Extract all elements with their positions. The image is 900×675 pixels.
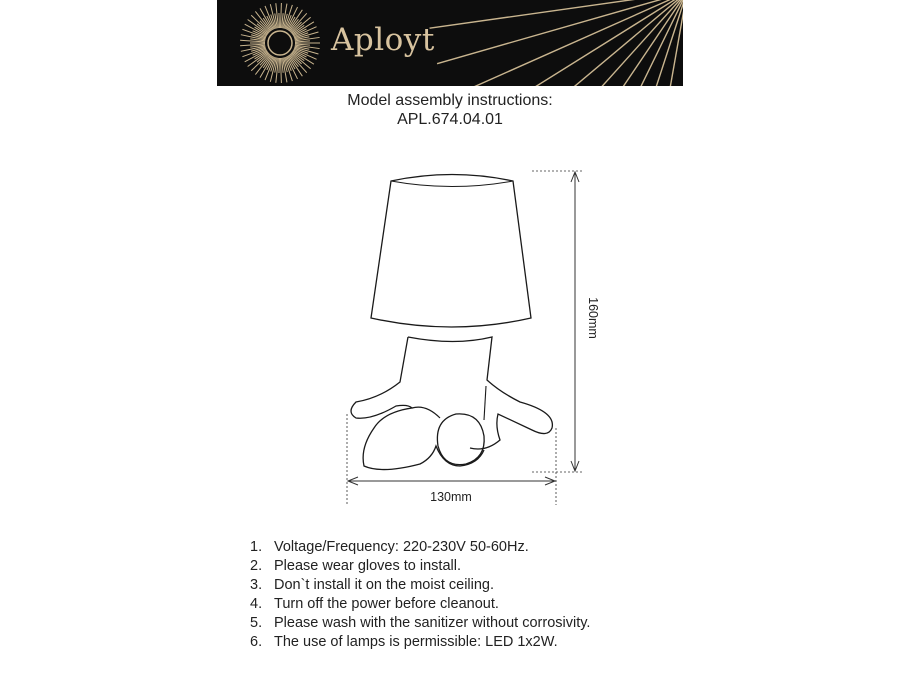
instruction-number: 2. xyxy=(250,558,263,574)
brand-logo-text: Aployt xyxy=(331,22,435,58)
lampshade-top-ellipse xyxy=(391,181,513,187)
instruction-number: 4. xyxy=(250,596,263,612)
figure-body-outline xyxy=(351,337,552,470)
page-title: Model assembly instructions: xyxy=(347,92,553,109)
instruction-item xyxy=(250,595,590,614)
instruction-text: The use of lamps is permissible: LED 1x2W. xyxy=(274,634,558,650)
lampshade-outline xyxy=(371,175,531,328)
instruction-text: Please wash with the sanitizer without corrosivity. xyxy=(274,615,591,631)
instruction-text: Turn off the power before cleanout. xyxy=(274,596,499,612)
figure-knee xyxy=(437,414,484,465)
instruction-text: Voltage/Frequency: 220-230V 50-60Hz. xyxy=(274,539,529,555)
instruction-item xyxy=(250,557,590,576)
instruction-item xyxy=(250,614,590,633)
instruction-number: 1. xyxy=(250,539,263,555)
width-label: 130mm xyxy=(430,490,472,504)
height-label: 160mm xyxy=(586,297,600,339)
instruction-item xyxy=(250,538,590,557)
instruction-text: Please wear gloves to install. xyxy=(274,558,461,574)
instruction-list xyxy=(250,538,590,652)
model-code: APL.674.04.01 xyxy=(397,111,503,128)
instruction-number: 3. xyxy=(250,577,263,593)
instruction-number: 5. xyxy=(250,615,263,631)
instruction-number: 6. xyxy=(250,634,263,650)
figure-arm-line xyxy=(484,386,486,420)
instruction-item xyxy=(250,633,590,652)
instruction-text: Don`t install it on the moist ceiling. xyxy=(274,577,495,593)
instruction-item xyxy=(250,576,590,595)
figure-leg-line xyxy=(412,407,440,418)
